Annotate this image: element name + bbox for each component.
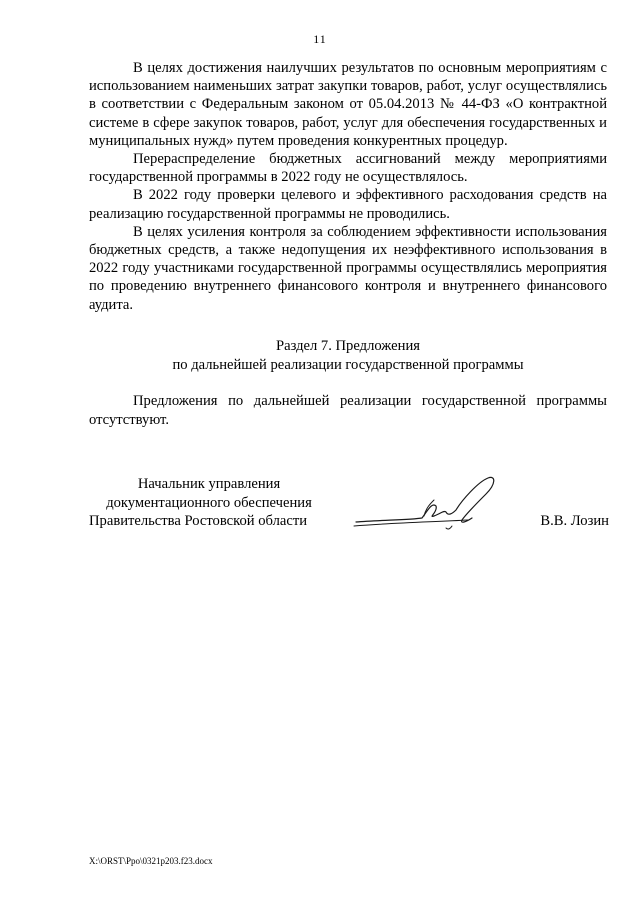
position-line3: Правительства Ростовской области xyxy=(89,513,308,529)
page-number: 11 xyxy=(313,32,327,46)
paragraph-control: В целях усиления контроля за соблюдением эффективности использования бюджетных средств, а также недопущения их неэффективного использования в 2022 году участниками государственной программы осуществлялись мероприятия по проведению внутреннего финансового контроля и внутреннего финансового аудита. xyxy=(89,223,607,313)
handwritten-signature-icon xyxy=(350,470,510,540)
footer-file-path: X:\ORST\Ppo\0321p203.f23.docx xyxy=(89,856,213,866)
paragraph-procurement: В целях достижения наилучших результатов по основным мероприятиям с использованием наименьших затрат закупки товаров, работ, услуг осуществлялись в соответствии с Федеральным законом от 05.04.2013 № 44-ФЗ «О контрактной системе в сфере закупок товаров, работ, услуг для обеспечения государственных и муниципальных нужд» путем проведения конкурентных процедур. xyxy=(89,60,607,149)
proposal-text: Предложения по дальнейшей реализации государственной программы отсутствуют. xyxy=(89,393,607,428)
body-text xyxy=(89,59,607,314)
position-line2: документационного обеспечения xyxy=(106,494,312,511)
position-line1: Начальник управления xyxy=(137,476,281,492)
section-heading xyxy=(89,337,607,374)
section-body xyxy=(89,392,607,429)
paragraph-redistribution: Перераспределение бюджетных ассигнований между мероприятиями государственной программы в 2022 году не осуществлялось. xyxy=(89,151,607,186)
signatory-position xyxy=(89,475,329,531)
signatory-name: В.В. Лозин xyxy=(540,513,609,529)
section-title-line2: по дальнейшей реализации государственной программы xyxy=(172,356,524,373)
paragraph-inspections: В 2022 году проверки целевого и эффективного расходования средств на реализацию государственной программы не проводились. xyxy=(89,187,607,222)
section-title-line1: Раздел 7. Предложения xyxy=(276,338,420,354)
